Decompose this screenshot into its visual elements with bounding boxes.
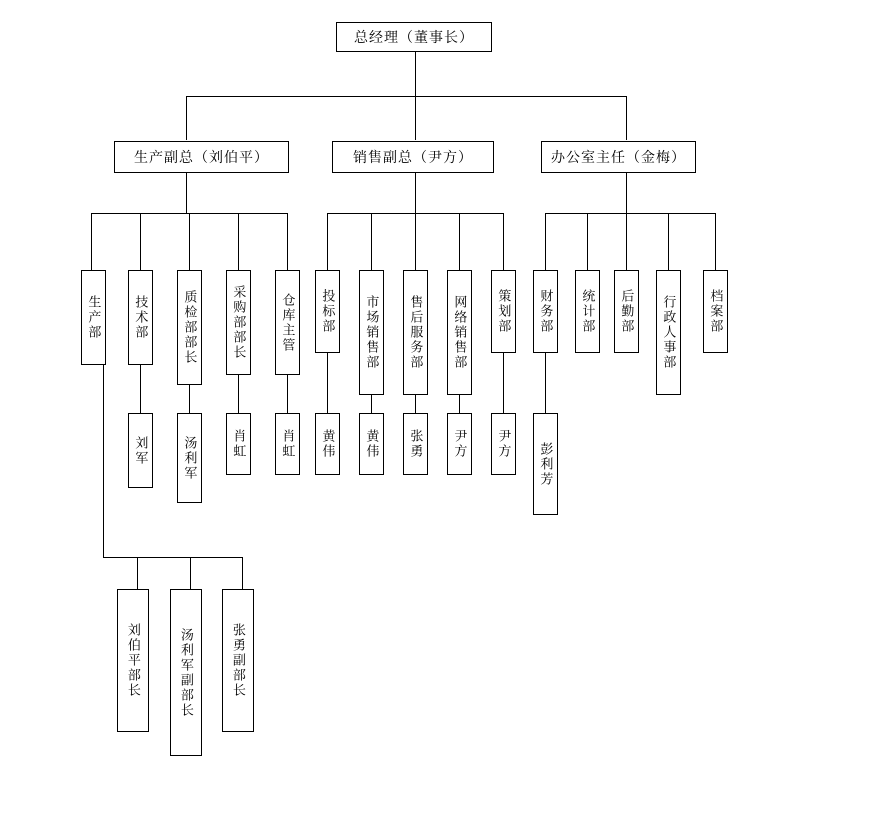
node-label: 销售副总（尹方） [353, 149, 473, 165]
node-statistics-dept[interactable] [575, 270, 600, 353]
node-purchase-head[interactable] [226, 270, 251, 375]
node-label: 采购部部长 [231, 285, 247, 360]
connector-liubp-down [137, 557, 138, 589]
node-label: 黄伟 [320, 429, 336, 459]
node-label: 策划部 [496, 289, 512, 334]
connector-prod-dept-down [91, 213, 92, 270]
connector-netsales-to-yinfang [459, 395, 460, 413]
node-label: 张勇副部长 [230, 623, 246, 698]
connector-hr-down [668, 213, 669, 270]
connector-service-down [415, 213, 416, 270]
connector-prodvp-stem [186, 173, 187, 213]
node-label: 生产部 [86, 295, 102, 340]
node-label: 财务部 [538, 289, 554, 334]
node-person-liubopin-head[interactable] [117, 589, 149, 732]
node-label: 肖虹 [231, 429, 247, 459]
connector-service-to-zhangyong [415, 395, 416, 413]
connector-logistics-down [626, 213, 627, 270]
node-label: 刘伯平部长 [125, 623, 141, 698]
node-finance-dept[interactable] [533, 270, 558, 353]
node-label: 后勤部 [619, 289, 635, 334]
node-person-zhangyong-service[interactable] [403, 413, 428, 475]
node-label: 网络销售部 [452, 295, 468, 370]
node-label: 总经理（董事长） [354, 29, 474, 45]
node-label: 汤利军 [182, 435, 198, 481]
node-label: 售后服务部 [408, 295, 424, 370]
node-person-tanglijun-vice-head[interactable] [170, 589, 202, 756]
connector-officedir-down [626, 96, 627, 140]
node-label: 投标部 [320, 289, 336, 334]
node-label: 统计部 [580, 289, 596, 334]
node-person-liujun[interactable] [128, 413, 153, 488]
node-qc-head[interactable] [177, 270, 202, 385]
node-logistics-dept[interactable] [614, 270, 639, 353]
node-network-sales-dept[interactable] [447, 270, 472, 395]
node-label: 质检部部长 [182, 290, 198, 365]
connector-bottom-bus [103, 557, 242, 558]
connector-purchase-down [238, 213, 239, 270]
connector-stats-down [587, 213, 588, 270]
connector-market-down [371, 213, 372, 270]
node-sales-vp[interactable] [332, 141, 494, 173]
node-person-huangwei-market[interactable] [359, 413, 384, 475]
connector-bid-down [327, 213, 328, 270]
connector-office-bus [545, 213, 715, 214]
node-hr-admin-dept[interactable] [656, 270, 681, 395]
node-person-zhangyong-vice-head[interactable] [222, 589, 254, 732]
node-label: 行政人事部 [661, 295, 677, 370]
connector-salesvp-stem [415, 173, 416, 213]
connector-finance-down [545, 213, 546, 270]
node-person-tanglijun[interactable] [177, 413, 202, 503]
node-person-yinfang-planning[interactable] [491, 413, 516, 475]
node-label: 市场销售部 [364, 295, 380, 370]
connector-bid-to-huangwei [327, 353, 328, 413]
connector-warehouse-to-xiaohong [287, 375, 288, 413]
connector-officedir-stem [626, 173, 627, 213]
node-person-penglifang[interactable] [533, 413, 558, 515]
node-person-xiaohong-purchase[interactable] [226, 413, 251, 475]
connector-prodvp-down [186, 96, 187, 140]
connector-netsales-down [459, 213, 460, 270]
connector-plan-down [503, 213, 504, 270]
connector-market-to-huangwei [371, 395, 372, 413]
node-production-vp[interactable] [114, 141, 289, 173]
connector-tanglj-down [190, 557, 191, 589]
connector-warehouse-down [287, 213, 288, 270]
connector-gm-down [415, 51, 416, 96]
connector-purchase-to-xiaohong [238, 375, 239, 413]
connector-qc-to-tanglijun [189, 385, 190, 413]
node-label: 仓库主管 [280, 292, 296, 353]
node-label: 办公室主任（金梅） [551, 149, 686, 165]
node-person-yinfang-netsales[interactable] [447, 413, 472, 475]
node-label: 肖虹 [280, 429, 296, 459]
node-label: 黄伟 [364, 429, 380, 459]
connector-plan-to-yinfang [503, 353, 504, 413]
node-label: 尹方 [496, 429, 512, 459]
node-label: 尹方 [452, 429, 468, 459]
node-bid-dept[interactable] [315, 270, 340, 353]
node-general-manager[interactable] [336, 22, 492, 52]
connector-level1-bus [186, 96, 626, 97]
node-label: 技术部 [133, 295, 149, 340]
connector-finance-to-penglifang [545, 353, 546, 413]
node-label: 张勇 [408, 429, 424, 459]
node-planning-dept[interactable] [491, 270, 516, 353]
connector-tech-to-liujun [140, 365, 141, 413]
node-archive-dept[interactable] [703, 270, 728, 353]
node-label: 彭利芳 [538, 441, 554, 487]
connector-archive-down [715, 213, 716, 270]
connector-qc-down [189, 213, 190, 270]
node-person-huangwei-bid[interactable] [315, 413, 340, 475]
node-person-xiaohong-warehouse[interactable] [275, 413, 300, 475]
connector-proddept-down-long [103, 365, 104, 557]
node-technology-dept[interactable] [128, 270, 153, 365]
node-after-sales-service-dept[interactable] [403, 270, 428, 395]
connector-zhangyong-down [242, 557, 243, 589]
node-label: 刘军 [133, 435, 149, 466]
node-label: 生产副总（刘伯平） [134, 149, 269, 165]
node-label: 汤利军副部长 [178, 627, 194, 718]
node-office-director[interactable] [541, 141, 696, 173]
node-market-sales-dept[interactable] [359, 270, 384, 395]
node-label: 档案部 [708, 289, 724, 334]
connector-tech-dept-down [140, 213, 141, 270]
connector-salesvp-down [415, 96, 416, 140]
node-warehouse-supervisor[interactable] [275, 270, 300, 375]
node-production-dept[interactable] [81, 270, 106, 365]
